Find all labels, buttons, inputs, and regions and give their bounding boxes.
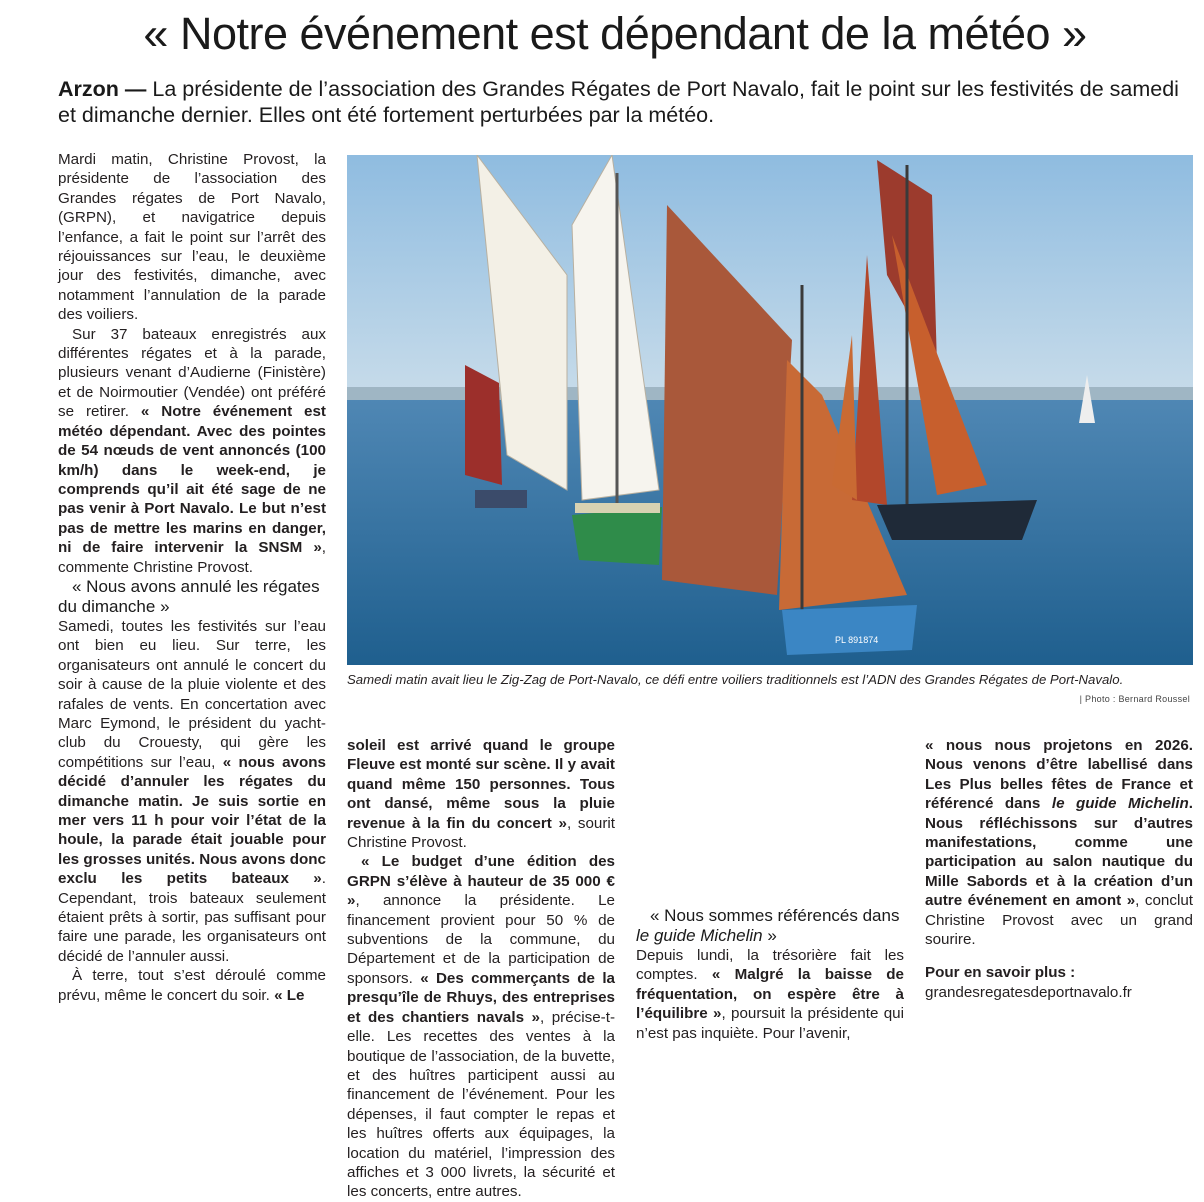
- quote-part-1: « Le: [274, 986, 305, 1004]
- article-paragraph: Depuis lundi, la trésorière fait les comptes. « Malgré la baisse de fréquentation, on espère être à l’équilibre », poursuit la présidente qui n’est pas inquiète. Pour l’avenir,: [636, 947, 905, 1042]
- more-info: Pour en savoir plus : grandesregatesdeportnavalo.fr: [925, 964, 1132, 1001]
- article-paragraph: « Le budget d’une édition des GRPN s’élève à hauteur de 35 000 € », annonce la présidente. Le financement provient pour 50 % de subventions de la commune, du Département et de la participation de sponsors. « Des commerçants de la presqu’île de Rhuys, des entreprises et des chantiers navals », précise-t-elle. Les recettes des ventes à la boutique de l’association, de la buvette, et des huîtres participent aussi au financement de l’événement. Pour les dépenses, il faut compter le repas et les huîtres offerts aux équipages, la location du matériel, l’impression des affiches et 3 000 livrets, la sécurité et les concerts, entre autres.: [347, 853, 616, 1201]
- article-paragraph: Sur 37 bateaux enregistrés aux différentes régates et à la parade, plusieurs venant d’Audierne (Finistère) et de Noirmoutier (Vendée) ont préféré se retirer. « Notre événement est météo dépendant. Avec des pointes de 54 nœuds de vent annoncés (100 km/h) dans le week-end, je comprends qu’il ait été sage de ne pas venir à Port Navalo. Le but n’est pas de mettre les marins en danger, ni de faire intervenir la SNSM », commente Christine Provost.: [58, 325, 326, 576]
- article-paragraph: Samedi, toutes les festivités sur l’eau ont bien eu lieu. Sur terre, les organisateurs ont annulé le concert du soir à cause de la pluie violente et des rafales de vents. En concertation avec Marc Eymond, le président du yacht-club du Crouesty, qui gère les compétitions sur l’eau, « nous avons décidé d’annuler les régates du dimanche matin. Je suis sortie en mer vers 11 h pour voir l’état de la houle, la parade était jouable pour les grosses unités. Nous avons donc exclu les petits bateaux ». Cependant, trois bateaux seulement étaient prêts à sortir, pas suffisant pour faire une parade, les organisateurs ont décidé de l’annuler aussi.: [58, 617, 327, 965]
- article-column-2: [347, 736, 615, 1202]
- boat-number: PL 891874: [835, 635, 879, 645]
- article-paragraph: À terre, tout s’est déroulé comme prévu, même le concert du soir. « Le: [58, 967, 326, 1004]
- standfirst-text: La présidente de l’association des Grandes Régates de Port Navalo, fait le point sur les festivités de samedi et dimanche dernier. Elles ont été fortement perturbées par la météo.: [58, 77, 1179, 127]
- intertitle: « Nous avons annulé les régates du dimanche »: [58, 576, 320, 616]
- photo-caption: Samedi matin avait lieu le Zig-Zag de Port-Navalo, ce défi entre voiliers traditionnels est l’ADN des Grandes Régates de Port-Navalo.: [347, 672, 1124, 687]
- intertitle: « Nous sommes référencés dans le guide Michelin »: [636, 906, 900, 945]
- article-column-1: [58, 150, 326, 1005]
- headline: « Notre événement est dépendant de la météo »: [143, 8, 1087, 59]
- photo-credit: | Photo : Bernard Roussel: [1079, 694, 1190, 704]
- article-paragraph: « nous nous projetons en 2026. Nous venons d’être labellisé dans Les Plus belles fêtes de France et référencé dans le guide Michelin. Nous réfléchissons sur d’autres manifestations, comme une participation au salon nautique du Mille Sabords et à la création d’un autre événement en amont », conclut Christine Provost avec un grand sourire.: [925, 737, 1193, 949]
- article-paragraph: soleil est arrivé quand le groupe Fleuve est monté sur scène. Il y avait quand même 150 personnes. Tous ont dansé, même sous la pluie revenue à la fin du concert », sourit Christine Provost.: [347, 737, 615, 852]
- regatta-photo: [347, 155, 1193, 665]
- dateline-place: Arzon —: [58, 77, 147, 101]
- article-column-3: [636, 736, 904, 1043]
- article-column-4: [925, 736, 1193, 1002]
- website-link[interactable]: grandesregatesdeportnavalo.fr: [925, 983, 1132, 1001]
- standfirst: [58, 76, 1193, 128]
- article-paragraph: Mardi matin, Christine Provost, la présidente de l’association des Grandes régates de Port Navalo, (GRPN), et navigatrice depuis l’enfance, a fait le point sur l’arrêt des réjouissances sur l’eau, le deuxième jour des festivités, dimanche, avec notamment l’annulation de la parade des voiliers.: [58, 151, 326, 324]
